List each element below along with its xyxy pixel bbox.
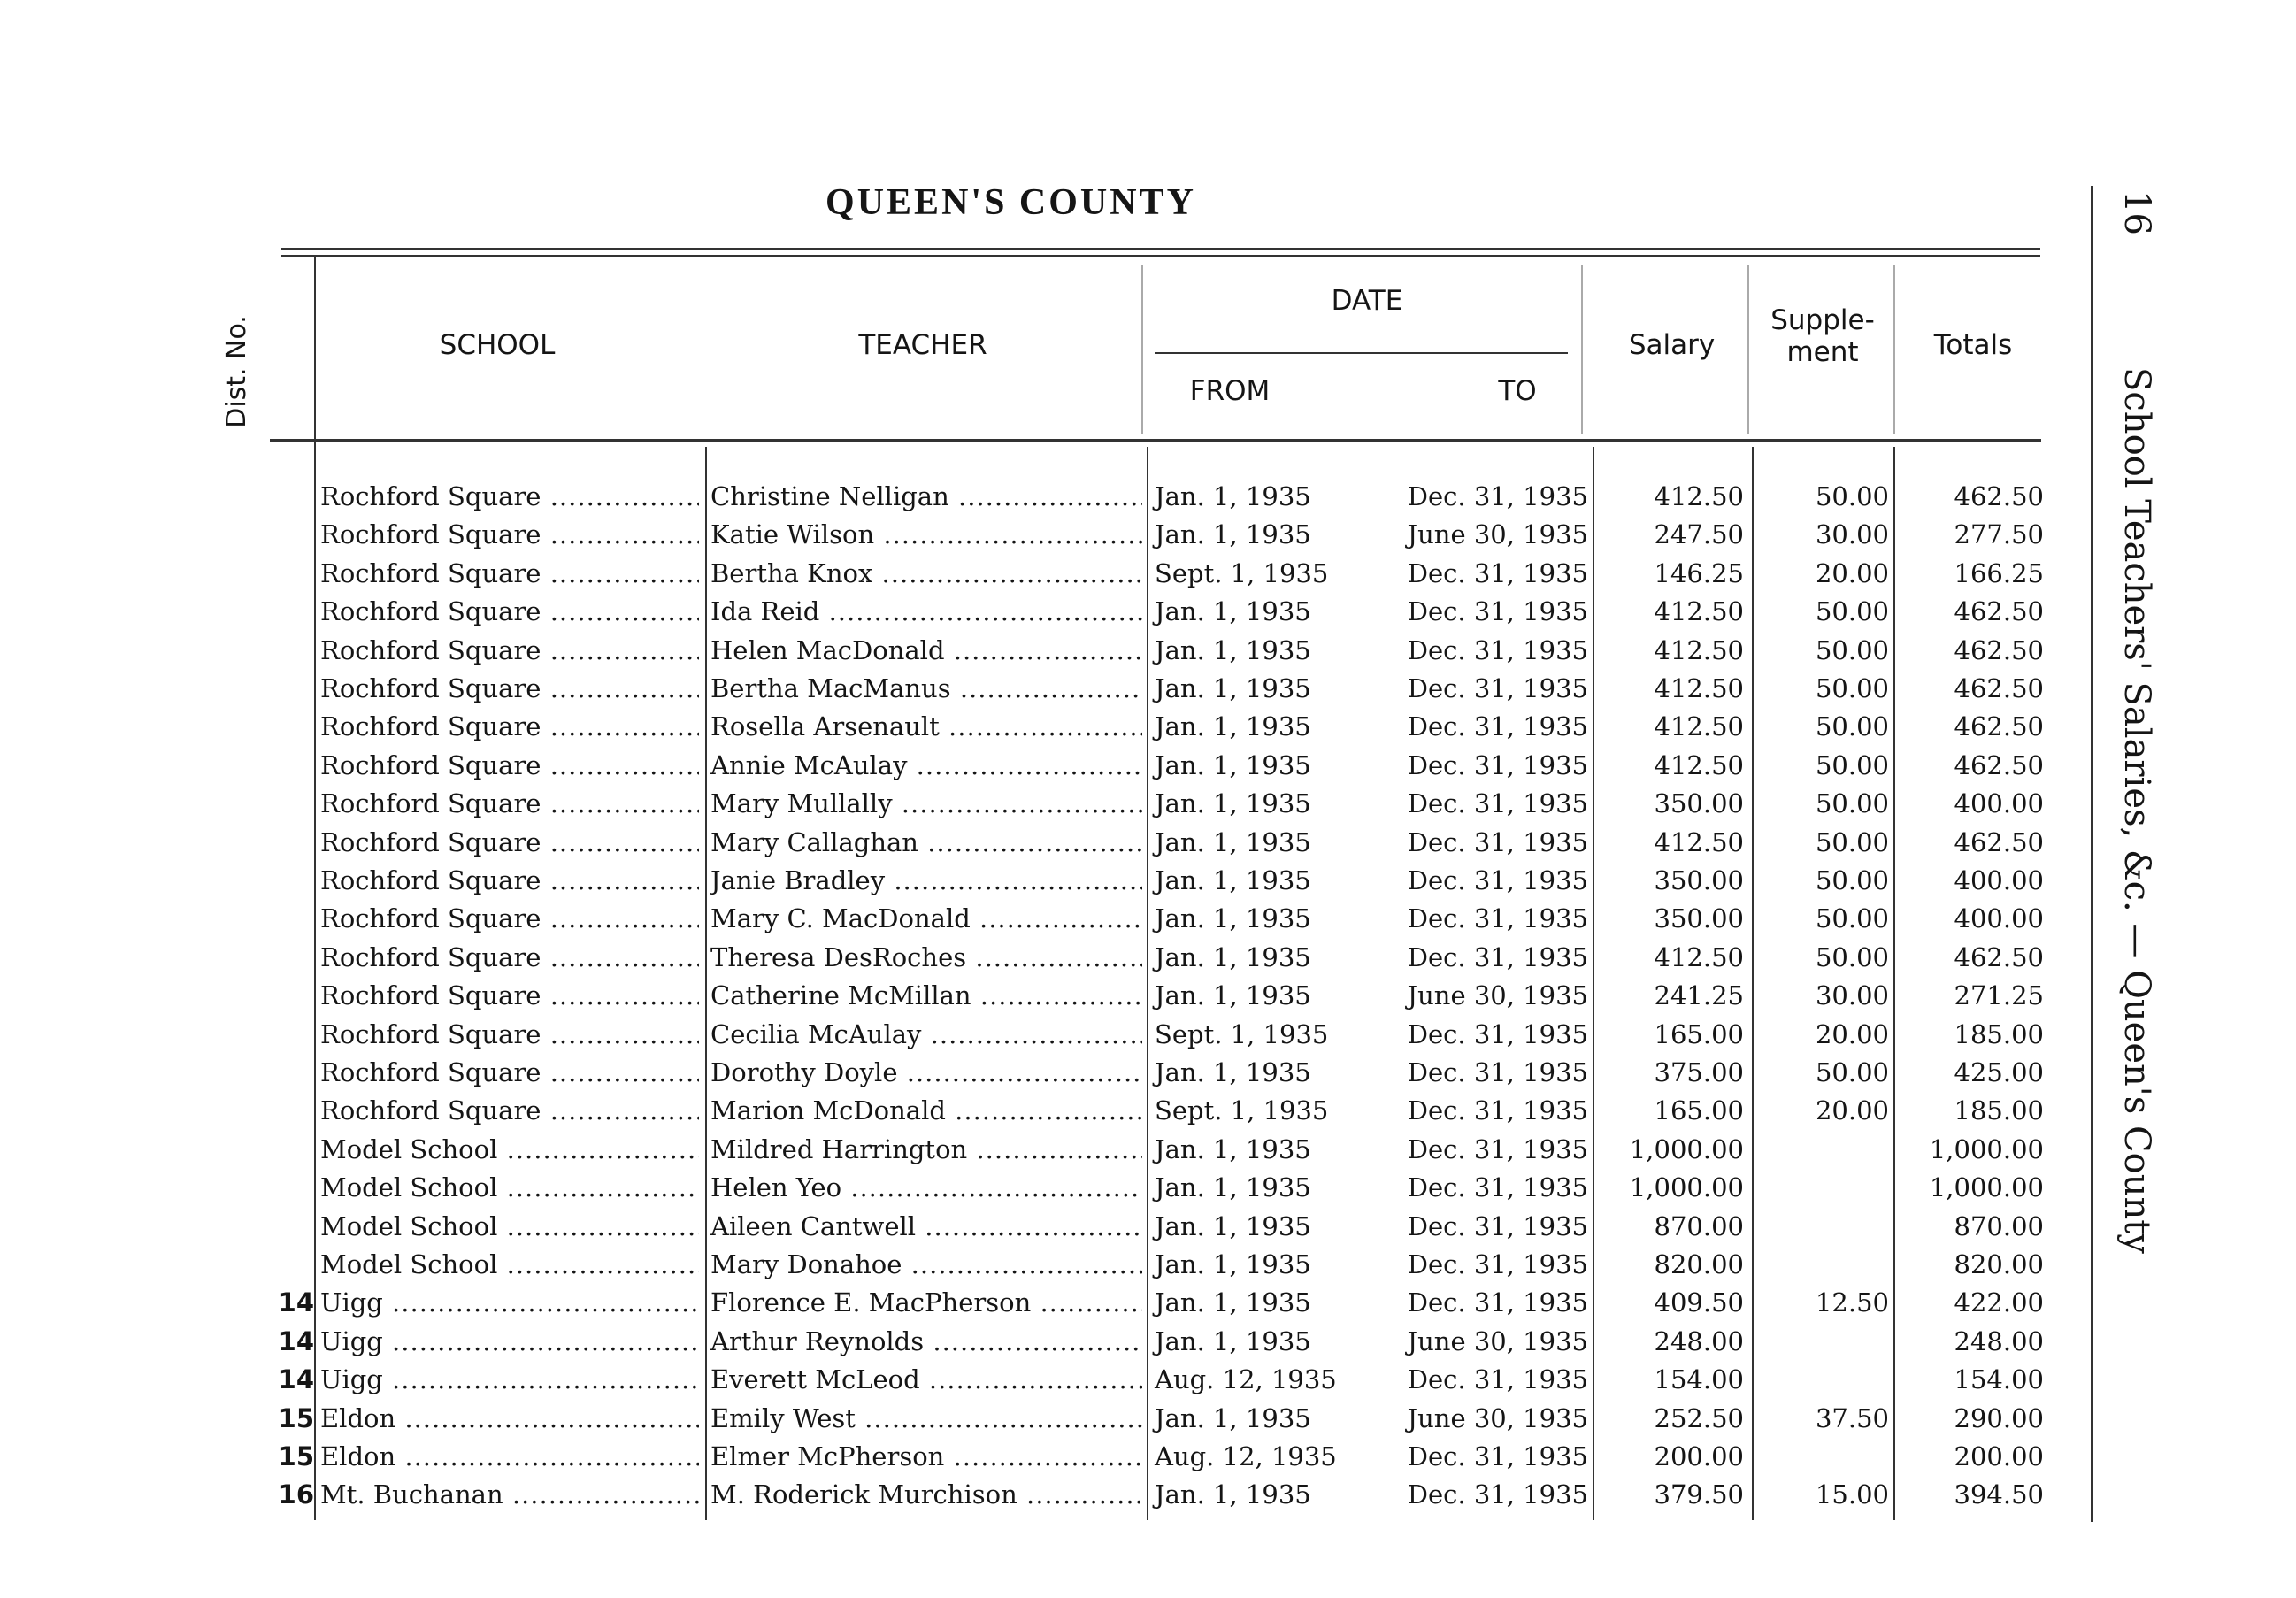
supplement-value: 50.00 xyxy=(1815,788,1889,819)
school-name: Rochford Square ..... xyxy=(320,939,699,977)
teacher-name: Annie McAulay ..... xyxy=(710,747,1142,785)
table-row xyxy=(0,1476,2053,1514)
school-name: Rochford Square ..... xyxy=(320,670,699,708)
total-value: 400.00 xyxy=(1954,903,2044,934)
total-value: 462.50 xyxy=(1954,826,2044,857)
table-row xyxy=(0,1131,2053,1169)
salary-value: 379.50 xyxy=(1654,1479,1744,1510)
teacher-name: Elmer McPherson ..... xyxy=(710,1438,1142,1476)
hdr-rule-salary xyxy=(1747,265,1749,434)
total-value: 462.50 xyxy=(1954,941,2044,972)
school-name: Rochford Square ..... xyxy=(320,1092,699,1130)
supplement-value: 50.00 xyxy=(1815,673,1889,703)
date-to: June 30, 1935 xyxy=(1407,980,1588,1011)
supplement-value: 15.00 xyxy=(1815,1479,1889,1510)
date-to: Dec. 31, 1935 xyxy=(1407,1133,1588,1164)
table-row xyxy=(0,939,2053,977)
date-from: Jan. 1, 1935 xyxy=(1155,1172,1311,1203)
school-name: Model School ..... xyxy=(320,1246,699,1284)
teacher-name: Dorothy Doyle ..... xyxy=(710,1054,1142,1092)
teacher-name: Mary C. MacDonald ..... xyxy=(710,900,1142,938)
dist-number: 16 xyxy=(278,1479,314,1510)
date-to: Dec. 31, 1935 xyxy=(1407,1441,1588,1471)
header-salary: Salary xyxy=(1628,329,1716,361)
school-name: Rochford Square ..... xyxy=(320,977,699,1015)
date-to: Dec. 31, 1935 xyxy=(1407,1249,1588,1279)
date-from: Jan. 1, 1935 xyxy=(1155,788,1311,819)
total-value: 248.00 xyxy=(1954,1325,2044,1356)
school-name: Rochford Square ..... xyxy=(320,708,699,746)
total-value: 185.00 xyxy=(1954,1018,2044,1049)
table-row xyxy=(0,478,2053,516)
table-row xyxy=(0,1284,2053,1322)
date-to: Dec. 31, 1935 xyxy=(1407,1287,1588,1318)
teacher-name: Everett McLeod ..... xyxy=(710,1361,1142,1399)
date-from: Jan. 1, 1935 xyxy=(1155,941,1311,972)
teacher-name: M. Roderick Murchison ..... xyxy=(710,1476,1142,1514)
salary-value: 165.00 xyxy=(1654,1018,1744,1049)
salary-value: 412.50 xyxy=(1654,711,1744,742)
school-name: Mt. Buchanan ..... xyxy=(320,1476,699,1514)
supplement-value: 50.00 xyxy=(1815,481,1889,511)
supplement-value: 50.00 xyxy=(1815,865,1889,895)
salary-value: 350.00 xyxy=(1654,788,1744,819)
total-value: 422.00 xyxy=(1954,1287,2044,1318)
top-rule xyxy=(281,248,2040,250)
school-name: Rochford Square ..... xyxy=(320,862,699,900)
date-to: Dec. 31, 1935 xyxy=(1407,1479,1588,1510)
header-to: TO xyxy=(1498,375,1537,407)
date-to: Dec. 31, 1935 xyxy=(1407,1172,1588,1203)
salary-value: 252.50 xyxy=(1654,1402,1744,1433)
salary-value: 146.25 xyxy=(1654,557,1744,588)
teacher-name: Mary Mullally ..... xyxy=(710,785,1142,823)
teacher-name: Cecilia McAulay ..... xyxy=(710,1016,1142,1054)
total-value: 462.50 xyxy=(1954,749,2044,780)
table-row xyxy=(0,1092,2053,1130)
table-row xyxy=(0,555,2053,593)
salary-value: 412.50 xyxy=(1654,673,1744,703)
teacher-name: Emily West ..... xyxy=(710,1400,1142,1438)
school-name: Rochford Square ..... xyxy=(320,478,699,516)
date-to: Dec. 31, 1935 xyxy=(1407,865,1588,895)
total-value: 277.50 xyxy=(1954,519,2044,550)
school-name: Rochford Square ..... xyxy=(320,516,699,554)
side-caption xyxy=(2110,190,2163,1429)
date-from: Jan. 1, 1935 xyxy=(1155,634,1311,665)
header-totals: Totals xyxy=(1933,329,2013,361)
dist-number: 15 xyxy=(278,1402,314,1433)
salary-value: 820.00 xyxy=(1654,1249,1744,1279)
teacher-name: Bertha Knox ..... xyxy=(710,555,1142,593)
salary-value: 412.50 xyxy=(1654,941,1744,972)
header-supplement: Supple- ment xyxy=(1770,304,1875,368)
date-to: Dec. 31, 1935 xyxy=(1407,788,1588,819)
table-row xyxy=(0,708,2053,746)
teacher-name: Theresa DesRoches ..... xyxy=(710,939,1142,977)
table-row xyxy=(0,785,2053,823)
school-name: Eldon ..... xyxy=(320,1438,699,1476)
school-name: Model School ..... xyxy=(320,1208,699,1246)
table-row xyxy=(0,1361,2053,1399)
total-value: 462.50 xyxy=(1954,481,2044,511)
date-from: Jan. 1, 1935 xyxy=(1155,1325,1311,1356)
teacher-name: Mildred Harrington ..... xyxy=(710,1131,1142,1169)
date-to: Dec. 31, 1935 xyxy=(1407,596,1588,627)
header-school: SCHOOL xyxy=(439,329,556,361)
teacher-name: Helen Yeo ..... xyxy=(710,1169,1142,1207)
school-name: Rochford Square ..... xyxy=(320,555,699,593)
table-row xyxy=(0,1054,2053,1092)
salary-value: 350.00 xyxy=(1654,865,1744,895)
teacher-name: Catherine McMillan ..... xyxy=(710,977,1142,1015)
school-name: Rochford Square ..... xyxy=(320,824,699,862)
date-from: Jan. 1, 1935 xyxy=(1155,596,1311,627)
teacher-name: Rosella Arsenault ..... xyxy=(710,708,1142,746)
salary-value: 412.50 xyxy=(1654,481,1744,511)
hdr-rule-teacher xyxy=(1141,265,1143,434)
table-row xyxy=(0,670,2053,708)
date-divider-rule xyxy=(1155,352,1568,354)
date-to: Dec. 31, 1935 xyxy=(1407,903,1588,934)
total-value: 1,000.00 xyxy=(1929,1172,2044,1203)
total-value: 462.50 xyxy=(1954,596,2044,627)
hdr-rule-supplement xyxy=(1893,265,1895,434)
date-from: Jan. 1, 1935 xyxy=(1155,711,1311,742)
teacher-name: Janie Bradley ..... xyxy=(710,862,1142,900)
salary-value: 375.00 xyxy=(1654,1057,1744,1087)
table-row xyxy=(0,1169,2053,1207)
salary-value: 412.50 xyxy=(1654,596,1744,627)
date-to: Dec. 31, 1935 xyxy=(1407,481,1588,511)
school-name: Uigg ..... xyxy=(320,1284,699,1322)
total-value: 1,000.00 xyxy=(1929,1133,2044,1164)
total-value: 870.00 xyxy=(1954,1210,2044,1241)
date-to: Dec. 31, 1935 xyxy=(1407,1057,1588,1087)
date-to: Dec. 31, 1935 xyxy=(1407,711,1588,742)
supplement-value: 50.00 xyxy=(1815,749,1889,780)
teacher-name: Mary Callaghan ..... xyxy=(710,824,1142,862)
side-margin-rule xyxy=(2091,186,2093,1522)
table-row xyxy=(0,977,2053,1015)
date-from: Jan. 1, 1935 xyxy=(1155,903,1311,934)
date-from: Jan. 1, 1935 xyxy=(1155,1402,1311,1433)
date-from: Jan. 1, 1935 xyxy=(1155,1210,1311,1241)
school-name: Rochford Square ..... xyxy=(320,632,699,670)
salary-value: 200.00 xyxy=(1654,1441,1744,1471)
school-name: Rochford Square ..... xyxy=(320,900,699,938)
date-to: Dec. 31, 1935 xyxy=(1407,1364,1588,1395)
total-value: 425.00 xyxy=(1954,1057,2044,1087)
total-value: 820.00 xyxy=(1954,1249,2044,1279)
table-row xyxy=(0,1323,2053,1361)
supplement-value: 20.00 xyxy=(1815,1095,1889,1126)
date-from: Sept. 1, 1935 xyxy=(1155,557,1329,588)
date-from: Sept. 1, 1935 xyxy=(1155,1018,1329,1049)
date-to: June 30, 1935 xyxy=(1407,1402,1588,1433)
school-name: Uigg ..... xyxy=(320,1361,699,1399)
supplement-value: 37.50 xyxy=(1815,1402,1889,1433)
dist-number: 14 xyxy=(278,1364,314,1395)
total-value: 462.50 xyxy=(1954,634,2044,665)
salary-value: 409.50 xyxy=(1654,1287,1744,1318)
table-row xyxy=(0,862,2053,900)
total-value: 400.00 xyxy=(1954,788,2044,819)
salary-value: 248.00 xyxy=(1654,1325,1744,1356)
date-to: Dec. 31, 1935 xyxy=(1407,634,1588,665)
date-to: Dec. 31, 1935 xyxy=(1407,673,1588,703)
supplement-value: 50.00 xyxy=(1815,634,1889,665)
date-from: Jan. 1, 1935 xyxy=(1155,1249,1311,1279)
date-from: Jan. 1, 1935 xyxy=(1155,826,1311,857)
supplement-value: 50.00 xyxy=(1815,826,1889,857)
salary-value: 165.00 xyxy=(1654,1095,1744,1126)
school-name: Rochford Square ..... xyxy=(320,1054,699,1092)
date-from: Jan. 1, 1935 xyxy=(1155,865,1311,895)
total-value: 394.50 xyxy=(1954,1479,2044,1510)
school-name: Uigg ..... xyxy=(320,1323,699,1361)
salary-value: 241.25 xyxy=(1654,980,1744,1011)
date-from: Aug. 12, 1935 xyxy=(1155,1441,1337,1471)
date-from: Jan. 1, 1935 xyxy=(1155,1479,1311,1510)
side-caption-text: School Teachers' Salaries, &c. — Queen's County xyxy=(2116,367,2157,1254)
school-name: Rochford Square ..... xyxy=(320,747,699,785)
table-row xyxy=(0,1438,2053,1476)
header-teacher: TEACHER xyxy=(858,329,987,361)
header-bottom-rule xyxy=(270,439,2041,442)
table-row xyxy=(0,1016,2053,1054)
teacher-name: Ida Reid ..... xyxy=(710,593,1142,631)
date-from: Sept. 1, 1935 xyxy=(1155,1095,1329,1126)
total-value: 154.00 xyxy=(1954,1364,2044,1395)
supplement-value: 20.00 xyxy=(1815,557,1889,588)
total-value: 290.00 xyxy=(1954,1402,2044,1433)
table-row xyxy=(0,824,2053,862)
school-name: Rochford Square ..... xyxy=(320,1016,699,1054)
supplement-value: 30.00 xyxy=(1815,980,1889,1011)
table-row xyxy=(0,593,2053,631)
total-value: 166.25 xyxy=(1954,557,2044,588)
teacher-name: Aileen Cantwell ..... xyxy=(710,1208,1142,1246)
date-from: Jan. 1, 1935 xyxy=(1155,980,1311,1011)
table-row xyxy=(0,632,2053,670)
page-number: 16 xyxy=(2116,190,2157,235)
date-to: Dec. 31, 1935 xyxy=(1407,749,1588,780)
total-value: 400.00 xyxy=(1954,865,2044,895)
table-row xyxy=(0,1400,2053,1438)
date-to: Dec. 31, 1935 xyxy=(1407,1018,1588,1049)
date-from: Jan. 1, 1935 xyxy=(1155,1057,1311,1087)
teacher-name: Helen MacDonald ..... xyxy=(710,632,1142,670)
school-name: Eldon ..... xyxy=(320,1400,699,1438)
teacher-name: Bertha MacManus ..... xyxy=(710,670,1142,708)
total-value: 462.50 xyxy=(1954,673,2044,703)
teacher-name: Katie Wilson ..... xyxy=(710,516,1142,554)
salary-value: 247.50 xyxy=(1654,519,1744,550)
date-to: Dec. 31, 1935 xyxy=(1407,557,1588,588)
school-name: Rochford Square ..... xyxy=(320,785,699,823)
page-title: QUEEN'S COUNTY xyxy=(825,182,1196,223)
header-from: FROM xyxy=(1189,375,1271,407)
teacher-name: Arthur Reynolds ..... xyxy=(710,1323,1142,1361)
total-value: 185.00 xyxy=(1954,1095,2044,1126)
date-from: Jan. 1, 1935 xyxy=(1155,673,1311,703)
teacher-name: Florence E. MacPherson ..... xyxy=(710,1284,1142,1322)
top-rule-double xyxy=(281,255,2040,257)
supplement-value: 50.00 xyxy=(1815,596,1889,627)
date-from: Jan. 1, 1935 xyxy=(1155,1287,1311,1318)
salary-value: 1,000.00 xyxy=(1629,1172,1744,1203)
date-from: Jan. 1, 1935 xyxy=(1155,1133,1311,1164)
dist-number: 14 xyxy=(278,1287,314,1318)
header-dist-no: Dist. No. xyxy=(221,315,252,428)
salary-value: 412.50 xyxy=(1654,826,1744,857)
teacher-name: Marion McDonald ..... xyxy=(710,1092,1142,1130)
supplement-value: 50.00 xyxy=(1815,903,1889,934)
date-to: June 30, 1935 xyxy=(1407,1325,1588,1356)
salary-value: 412.50 xyxy=(1654,749,1744,780)
supplement-value: 20.00 xyxy=(1815,1018,1889,1049)
school-name: Model School ..... xyxy=(320,1131,699,1169)
header-date: DATE xyxy=(1331,285,1403,317)
salary-value: 350.00 xyxy=(1654,903,1744,934)
table-row xyxy=(0,1246,2053,1284)
supplement-value: 50.00 xyxy=(1815,1057,1889,1087)
salary-value: 154.00 xyxy=(1654,1364,1744,1395)
table-row xyxy=(0,900,2053,938)
total-value: 462.50 xyxy=(1954,711,2044,742)
teacher-name: Mary Donahoe ..... xyxy=(710,1246,1142,1284)
teacher-name: Christine Nelligan ..... xyxy=(710,478,1142,516)
date-to: Dec. 31, 1935 xyxy=(1407,1210,1588,1241)
date-from: Jan. 1, 1935 xyxy=(1155,749,1311,780)
table-row xyxy=(0,1208,2053,1246)
date-from: Aug. 12, 1935 xyxy=(1155,1364,1337,1395)
date-from: Jan. 1, 1935 xyxy=(1155,519,1311,550)
dist-number: 14 xyxy=(278,1325,314,1356)
table-row xyxy=(0,516,2053,554)
salary-value: 1,000.00 xyxy=(1629,1133,1744,1164)
total-value: 200.00 xyxy=(1954,1441,2044,1471)
supplement-value: 50.00 xyxy=(1815,711,1889,742)
dist-number: 15 xyxy=(278,1441,314,1471)
school-name: Model School ..... xyxy=(320,1169,699,1207)
salary-value: 412.50 xyxy=(1654,634,1744,665)
salary-value: 870.00 xyxy=(1654,1210,1744,1241)
date-to: Dec. 31, 1935 xyxy=(1407,941,1588,972)
total-value: 271.25 xyxy=(1954,980,2044,1011)
date-to: June 30, 1935 xyxy=(1407,519,1588,550)
supplement-value: 50.00 xyxy=(1815,941,1889,972)
supplement-value: 30.00 xyxy=(1815,519,1889,550)
date-from: Jan. 1, 1935 xyxy=(1155,481,1311,511)
date-to: Dec. 31, 1935 xyxy=(1407,1095,1588,1126)
date-to: Dec. 31, 1935 xyxy=(1407,826,1588,857)
hdr-rule-date xyxy=(1581,265,1583,434)
supplement-value: 12.50 xyxy=(1815,1287,1889,1318)
table-row xyxy=(0,747,2053,785)
school-name: Rochford Square ..... xyxy=(320,593,699,631)
